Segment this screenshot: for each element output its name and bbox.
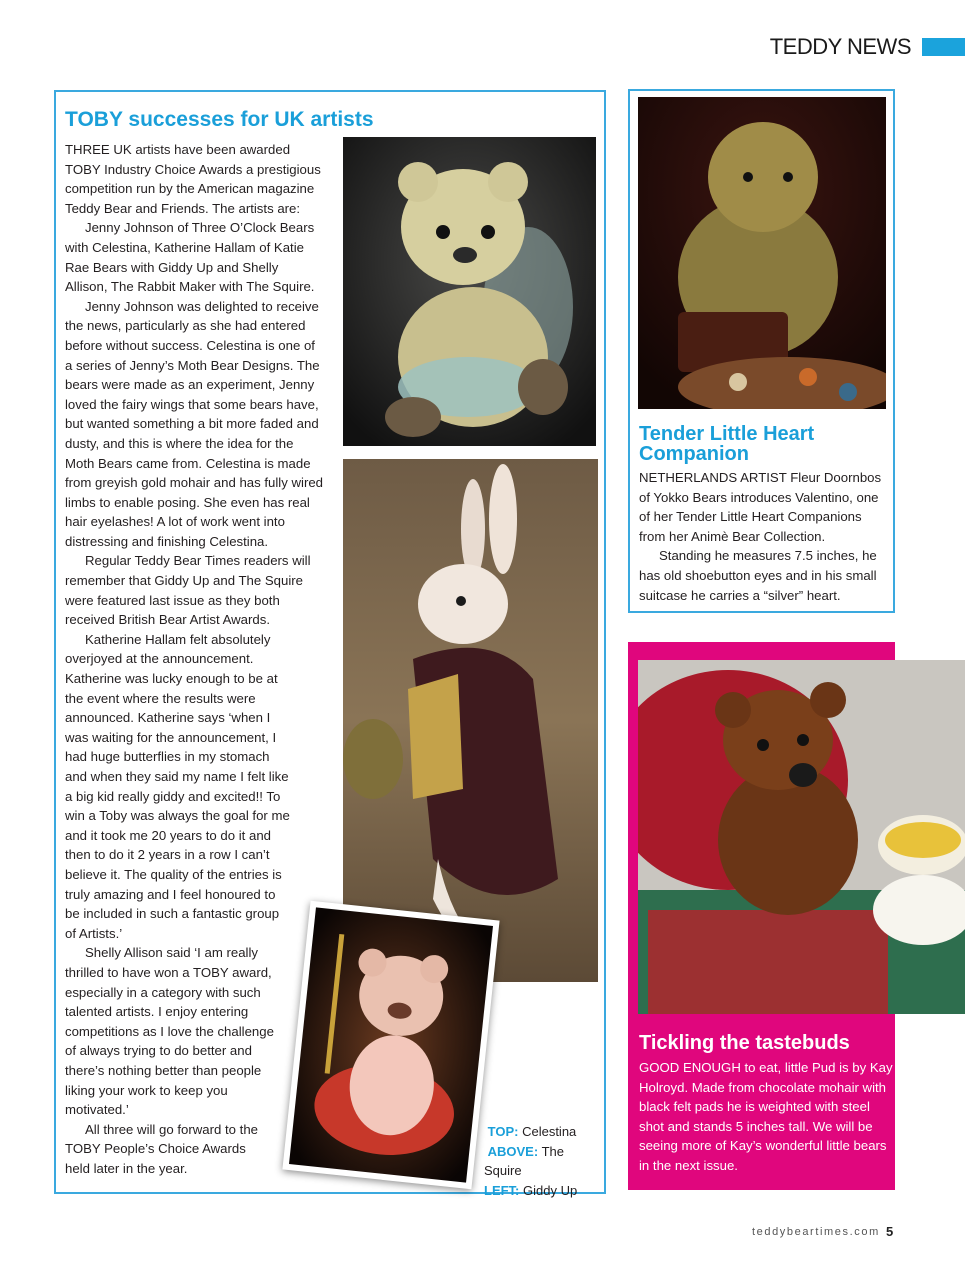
tickling-paragraph: GOOD ENOUGH to eat, little Pud is by Kay Holroyd. Made from chocolate mohair with black felt pads he is weighted with steel shot and stands 5 inches tall. We will be seeing more of Kay’s wonderful little bears in the next issue.: [639, 1060, 893, 1173]
main-article-body: [65, 140, 323, 1178]
caption-left: LEFT: Giddy Up: [484, 1182, 578, 1198]
main-article-title: TOBY successes for UK artists: [65, 108, 374, 131]
main-paragraph: Katherine Hallam felt absolutely overjoyed at the announcement. Katherine was lucky enough to be at the event where the results were announced. Katherine says ‘when I was waiting for the announcement, I had huge butterflies in my stomach and when they said my name I felt like a big kid really giddy and excited!! To win a Toby was always the goal for me and it took me 20 years to do it and then to do it 2 years in a row I can’t believe it. The quality of the entries is truly amazing and I feel honoured to be included in such a fantastic group of Artists.’: [65, 631, 290, 941]
tender-article-title: Tender Little Heart Companion: [639, 423, 815, 465]
footer-url: teddybeartimes.com: [752, 1226, 880, 1238]
tickling-article-body: [639, 1058, 895, 1176]
main-paragraph: Jenny Johnson of Three O’Clock Bears with Celestina, Katherine Hallam of Katie Rae Bears with Giddy Up and Shelly Allison, The Rabbit Maker with The Squire.: [65, 220, 315, 295]
section-label: TEDDY NEWS: [769, 34, 911, 59]
caption-top: TOP: Celestina: [487, 1124, 577, 1139]
photo-captions: [484, 1122, 594, 1200]
giddy-up-photo: [282, 901, 499, 1189]
page-number: 5: [886, 1224, 894, 1239]
tickling-article-title: Tickling the tastebuds: [639, 1032, 850, 1054]
main-paragraph: Shelly Allison said ‘I am really thrilled to have won a TOBY award, especially in a category with such talented artists. I enjoy entering competitions as I love the challenge of always trying to do better and there’s nothing better than people liking your work to keep you motivated.’: [65, 945, 274, 1118]
main-paragraph: Jenny Johnson was delighted to receive the news, particularly as she had entered before without success. Celestina is one of a series of Jenny’s Moth Bear Designs. The bears were made as an experiment, Jenny loved the fairy wings that some bears have, but wanted something a bit more faded and dusty, and this is where the idea for the Moth Bears came from. Celestina is made from greyish gold mohair and has fully wired limbs to enable posing. She even has real hair eyelashes! A lot of work went into distressing and finishing Celestina.: [65, 298, 324, 549]
pud-photo: [638, 660, 965, 1014]
tender-paragraph: NETHERLANDS ARTIST Fleur Doornbos of Yokko Bears introduces Valentino, one of her Tender Little Heart Companions from her Animè Bear Collection.: [639, 470, 882, 544]
main-paragraph: Regular Teddy Bear Times readers will remember that Giddy Up and The Squire were featured last issue as they both received British Bear Artist Awards.: [65, 553, 311, 628]
tender-paragraph: Standing he measures 7.5 inches, he has old shoebutton eyes and in his small suitcase he carries a “silver” heart.: [639, 548, 877, 603]
celestina-photo: [343, 137, 596, 446]
valentino-photo: [638, 97, 886, 409]
main-paragraph: All three will go forward to the TOBY People’s Choice Awards held later in the year.: [65, 1121, 258, 1176]
caption-above: ABOVE: The Squire: [484, 1143, 564, 1178]
squire-photo: [343, 459, 598, 982]
tender-article-body: [639, 468, 889, 605]
main-paragraph: THREE UK artists have been awarded TOBY Industry Choice Awards a prestigious competition run by the American magazine Teddy Bear and Friends. The artists are:: [65, 142, 321, 216]
section-accent-bar: [922, 38, 965, 56]
